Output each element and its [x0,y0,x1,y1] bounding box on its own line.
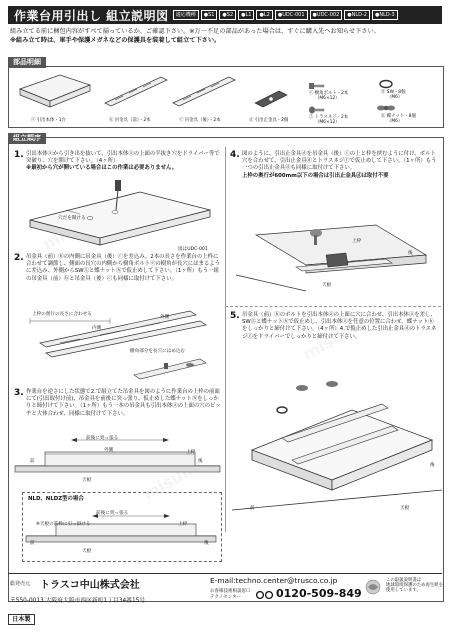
model-tag: ●L1 [238,10,254,20]
step-2-number: 2. [14,253,24,263]
nld-front-caption: 前 [30,541,35,546]
model-tag: ●UDC-001 [275,10,308,20]
step-5-number: 5. [230,311,240,321]
step-1-instruction: 引出本体ⓐから引き出を抜いて、引出本体ⓐの上面の半抜き穴をドライバー等で突破り、穴を開けて下さい。（4ヶ所） [26,151,220,165]
support-center-line: テクノセンター [210,594,242,600]
safety-warning: ※組み立て時は、軍手や保護メガネなどの保護具を装着して組立て下さい。 [10,37,221,44]
step-2-bolt-caption: 樹角部分を長穴にはめ込む [130,349,186,354]
sales-label: 総発売元 [10,581,31,587]
company-address: 〒550-0013 大阪府大阪市西区新町1丁目34番15号 [10,598,146,604]
step-3-outer-caption: 外側 [104,448,114,453]
footer-divider [8,573,442,574]
parts-heading: 部品明細 [8,57,46,68]
back-rail-illustration [169,71,239,111]
part-d-label: ⓓ 引出止金具・2個 [249,118,289,123]
part-a-label: ⓐ 引出本体・1台 [31,118,66,123]
step-2-width-caption: 上枠の奥行の長さに合わせる [32,312,92,317]
step-1-illustration [20,180,220,250]
step-5-text: 吊金具（前）ⓑのボルトを引出本体ⓐの上面に穴に合わせ、引出本体ⓐを差し、SWⓖと蝶ナットⓗで仮止めし、引出本体ⓐを任意の位置に合わせ、蝶ナットⓗをしっかりと締付けて下さい。（4ヶ所）4.で仮止めした引出止金具ⓓのトラスネジⓕをドライバーでしっかりと締付けて下さい。 [242,312,437,340]
part-e-size: （M6×12） [315,96,340,101]
drawer-body-illustration [15,71,95,111]
part-e-label: ⓔ 樹角ボルト・2本 [309,91,349,96]
step-3-top-caption: 上枠 [186,450,196,455]
step-3-tsuppari-caption: 前後に突っ張る [86,436,119,441]
parts-list [8,66,444,128]
support-center-label [210,589,251,600]
step-4-back-caption: 後 [408,251,413,256]
step-4-text [242,151,438,180]
part-b-label: ⓑ 吊金具（前）・2本 [109,118,151,123]
step-1-text [26,151,222,173]
company-name: トラスコ中山株式会社 [40,580,140,591]
spring-washer-icon [379,79,393,89]
nld-tsuppari-caption: 前後に突っ張る [96,511,129,516]
title-bar [8,6,442,24]
step-2-text: 吊金具（前）ⓑの内側に吊金具（後）ⓒを差込み、2本の長さを作業台の上枠に合わせて調節し、側面の長穴の内側から樹角ボルトⓔの樹角が長穴にはまるように差込み、外側からSWⓖと蝶ナットⓗで仮止めして下さい。（1ヶ所）もう一組の吊金具（前）ⓑと吊金具（後）ⓒも同様に取付けて下さい。 [26,254,221,282]
step-5-illustration [232,370,442,520]
model-list [173,10,398,20]
part-h-size: （M6） [387,119,403,124]
square-bolt-icon [309,81,325,91]
step-3-illustration [15,430,225,490]
free-dial-icon [256,591,274,599]
intro-line: 組み立てる前に梱包内容がすべて揃っているか、ご確認下さい。※万一不足の部品があった場合は、すぐに購入先へお知らせ下さい。 [10,28,380,35]
truss-screw-icon [309,105,325,115]
intro-text [10,27,442,45]
step-1-number: 1. [14,150,24,160]
eco-mark-icon [362,579,384,595]
part-g-size: （M6） [387,95,403,100]
step-4-note: 上枠の奥行が600mm以下の場合は引出止金具ⓓは取付不要 [242,172,389,179]
part-g-label: ⓖ SW・8個 [381,90,406,95]
nld-top-caption: 上枠 [178,522,188,527]
nld-hang-caption: ※天板の前枠に引っ掛ける [36,522,91,527]
step-3-text: 作業台を逆さにした状態で2.で組立てた吊金具を図のように作業台の上枠の前面にて(引出取付け前)、吊金具を前後に突っ張り、仮止めした蝶ナットⓗをしっかりと締付けて下さい。（1ヶ所）もう一本の吊金具も引出本体ⓐの上面の穴のピッチと大体合わせ、同様に取付けて下さい。 [26,389,221,417]
step-5-front-caption: 前 [250,506,255,511]
step-3-number: 3. [14,388,24,398]
eco-line: 地球環境保護のため再生紙を [386,583,444,589]
eco-line: 使用しています。 [386,588,421,594]
page-title: 作業台用引出し 組立説明図 [14,8,169,23]
step-4-illustration [236,205,436,295]
step-4-top-caption: 上枠 [352,239,362,244]
part-h-label: ⓗ 蝶ナット・8個 [381,114,416,119]
model-tag: ●NLD-2 [344,10,370,20]
step-3-front-caption: 前 [30,459,35,464]
step-2-outer-caption: 外側 [160,315,170,320]
section-divider [225,306,441,307]
column-divider [225,147,226,532]
model-tag: ●NLD-3 [372,10,398,20]
step-4-board-caption: 天板 [322,283,332,288]
step-1-hole-caption: 穴だを開ける [58,216,86,221]
made-in-japan-badge: 日本製 [8,614,35,625]
step-2-illustration [20,305,220,360]
eco-line: この取扱説明書は [386,578,422,583]
nld-title: NLD、NLDZ型の場合 [28,496,84,502]
support-phone: 0120-509-849 [276,587,362,600]
step-2-detail-illustration [130,355,220,385]
recycled-paper-note [386,578,443,594]
support-center-line: お客様技術相談窓口 [210,589,251,594]
nld-back-caption: 後 [204,541,209,546]
nld-board-caption: 天板 [82,549,92,554]
step-2-inner-caption: 内側 [92,326,102,331]
step-1-note: ※最初から穴が開いている場合はこの作業は必要ありません。 [26,165,178,172]
model-tag: ●S1 [201,10,218,20]
wing-nut-icon [377,103,395,113]
front-rail-illustration [101,71,171,111]
step-1-figure-caption: 図はUDC-001 [178,247,208,252]
model-tag: 適応機種 [173,10,199,20]
part-f-label: ⓕ トラスネジ・2本 [309,115,349,120]
steps-heading: 組立順序 [8,133,46,144]
part-c-label: ⓒ 吊金具（後）・2本 [179,118,221,123]
support-email: E-mail:techno.center@trusco.co.jp [210,576,338,585]
step-3-board-caption: 天板 [82,478,92,483]
step-4-number: 4. [230,150,240,160]
model-tag: ●UDC-002 [310,10,343,20]
step-5-board-caption: 天板 [400,506,410,511]
stopper-illustration [253,85,293,115]
part-f-size: （M6×12） [315,120,340,125]
step-5-back-caption: 後 [430,463,435,468]
step-3-back-caption: 後 [198,459,203,464]
step-4-instruction: 図のように、引出止金具ⓓを吊金具（後）ⓒの上と枠を挟むように付け、ボルト穴を合わせて、引出止金具ⓓとトラスネジⓕで仮止めして下さい。（1ヶ所）もう一つの引出止金具ⓓも同様に取付けて下さい。 [242,151,437,172]
model-tag: ●S2 [219,10,236,20]
model-tag: ●L2 [256,10,272,20]
